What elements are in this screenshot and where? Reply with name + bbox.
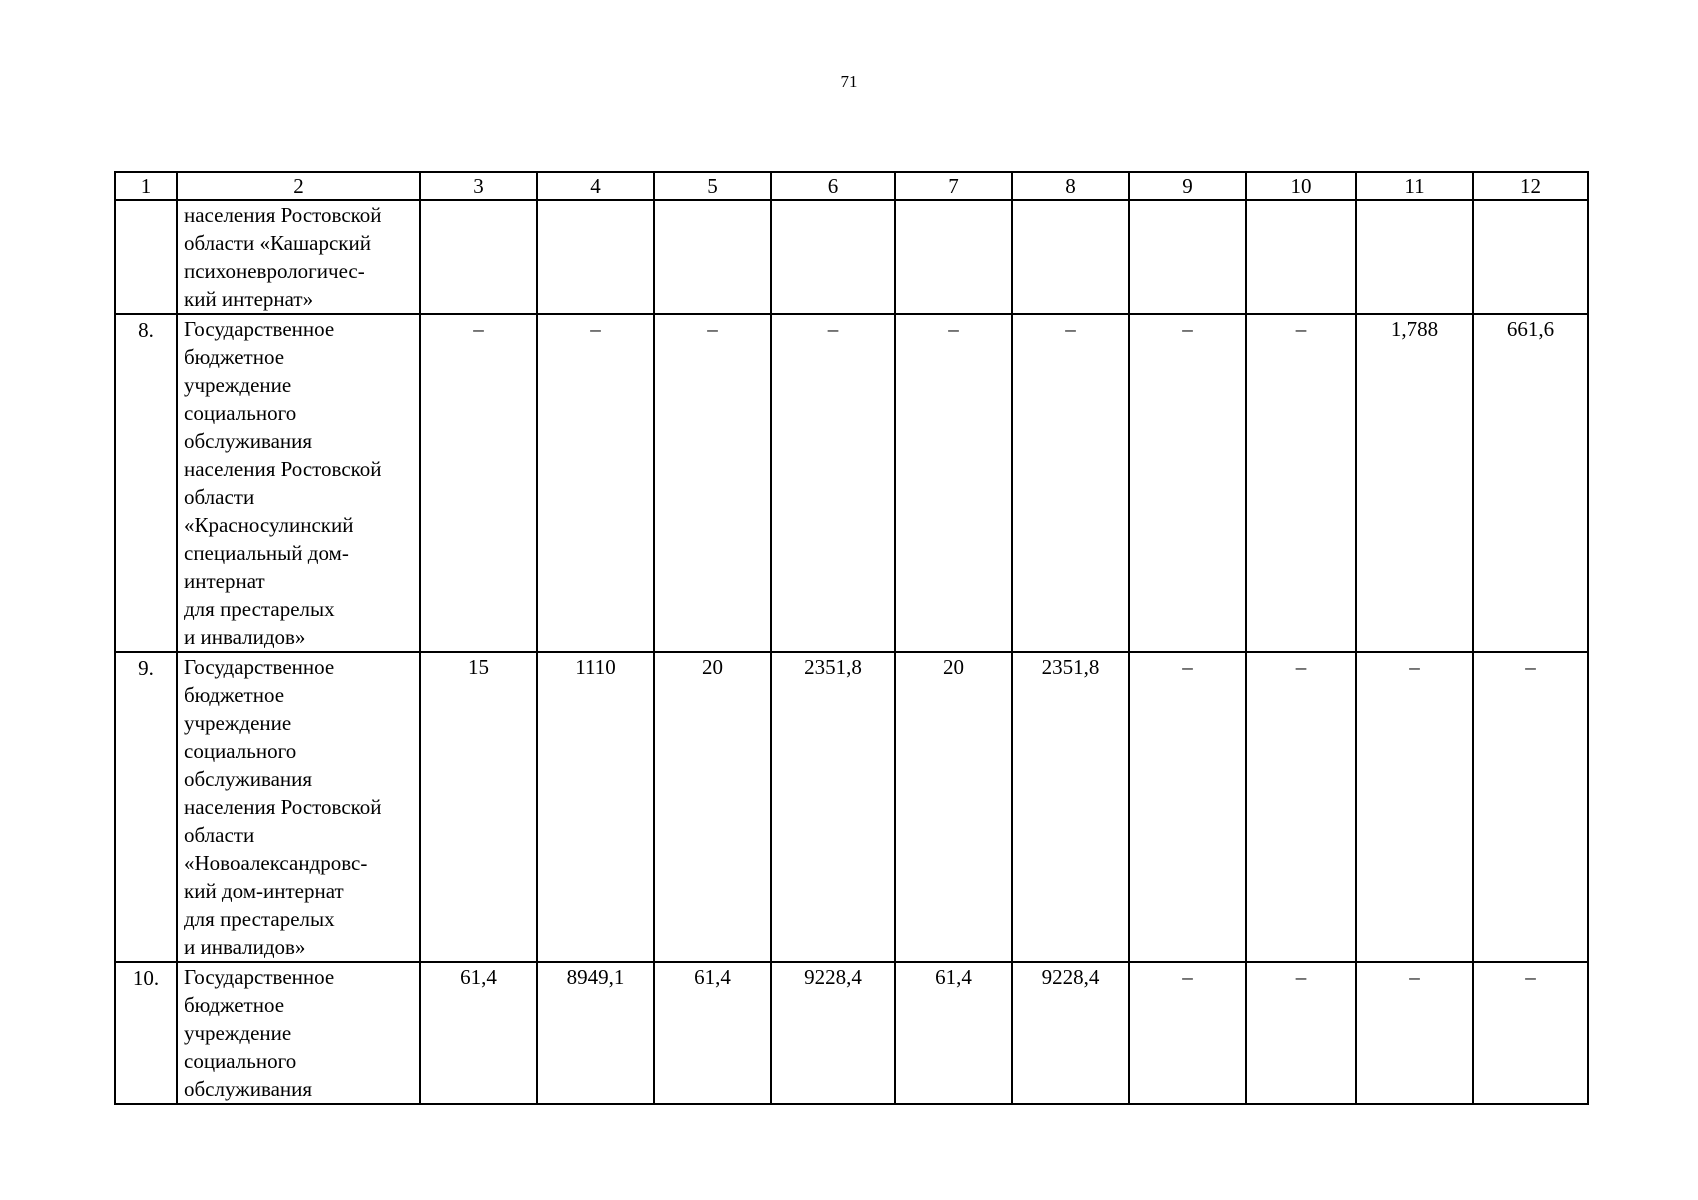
table-cell xyxy=(771,200,895,314)
column-number: 4 xyxy=(537,172,654,200)
table-cell xyxy=(420,200,537,314)
table-cell: 61,4 xyxy=(895,962,1012,1104)
table-cell: – xyxy=(420,314,537,652)
table-cell xyxy=(895,200,1012,314)
table-cell: 9228,4 xyxy=(771,962,895,1104)
table-cell xyxy=(654,200,771,314)
institution-name: Государственное бюджетное учреждение социального обслуживания населения Ростовской области «Новоалександровс- кий дом-интернат для престарелых и инвалидов» xyxy=(177,652,420,962)
table-cell: – xyxy=(1356,962,1473,1104)
table-cell: – xyxy=(1473,652,1588,962)
table-cell: – xyxy=(537,314,654,652)
table-cell: 20 xyxy=(895,652,1012,962)
institution-name: Государственное бюджетное учреждение социального обслуживания xyxy=(177,962,420,1104)
column-number: 2 xyxy=(177,172,420,200)
table-cell: – xyxy=(1129,962,1246,1104)
table-cell: – xyxy=(1246,962,1356,1104)
row-number: 8. xyxy=(115,314,177,652)
table-cell xyxy=(1129,200,1246,314)
table-cell: 2351,8 xyxy=(771,652,895,962)
table-cell: – xyxy=(1246,314,1356,652)
table-cell xyxy=(1473,200,1588,314)
table-cell xyxy=(1246,200,1356,314)
table-cell: – xyxy=(771,314,895,652)
column-number: 8 xyxy=(1012,172,1129,200)
table-cell: 8949,1 xyxy=(537,962,654,1104)
table-cell: 1110 xyxy=(537,652,654,962)
column-number: 5 xyxy=(654,172,771,200)
table-cell: 661,6 xyxy=(1473,314,1588,652)
row-number: 9. xyxy=(115,652,177,962)
column-number-row xyxy=(115,172,1588,200)
table-cell: – xyxy=(1356,652,1473,962)
table-cell: 61,4 xyxy=(420,962,537,1104)
institution-name: Государственное бюджетное учреждение социального обслуживания населения Ростовской области «Красносулинский специальный дом- интернат для престарелых и инвалидов» xyxy=(177,314,420,652)
column-number: 12 xyxy=(1473,172,1588,200)
column-number: 3 xyxy=(420,172,537,200)
row-number: 10. xyxy=(115,962,177,1104)
column-number: 7 xyxy=(895,172,1012,200)
table-cell: 20 xyxy=(654,652,771,962)
table-cell: – xyxy=(1473,962,1588,1104)
table-cell: – xyxy=(1246,652,1356,962)
table-row xyxy=(115,962,1588,1104)
column-number: 10 xyxy=(1246,172,1356,200)
table-cell: – xyxy=(654,314,771,652)
row-number xyxy=(115,200,177,314)
table-cell: – xyxy=(1129,314,1246,652)
column-number: 9 xyxy=(1129,172,1246,200)
table-cell xyxy=(1356,200,1473,314)
page-number: 71 xyxy=(840,72,858,91)
table-cell: 15 xyxy=(420,652,537,962)
column-number: 1 xyxy=(115,172,177,200)
table-row xyxy=(115,200,1588,314)
data-table xyxy=(114,171,1589,1105)
column-number: 11 xyxy=(1356,172,1473,200)
table-cell: 9228,4 xyxy=(1012,962,1129,1104)
table-row xyxy=(115,314,1588,652)
table-cell: 1,788 xyxy=(1356,314,1473,652)
table-cell: – xyxy=(1129,652,1246,962)
table-cell: – xyxy=(895,314,1012,652)
column-number: 6 xyxy=(771,172,895,200)
table-cell xyxy=(1012,200,1129,314)
institution-name: населения Ростовской области «Кашарский психоневрологичес- кий интернат» xyxy=(177,200,420,314)
table-row xyxy=(115,652,1588,962)
table-cell xyxy=(537,200,654,314)
table-cell: 2351,8 xyxy=(1012,652,1129,962)
table-cell: – xyxy=(1012,314,1129,652)
table-cell: 61,4 xyxy=(654,962,771,1104)
